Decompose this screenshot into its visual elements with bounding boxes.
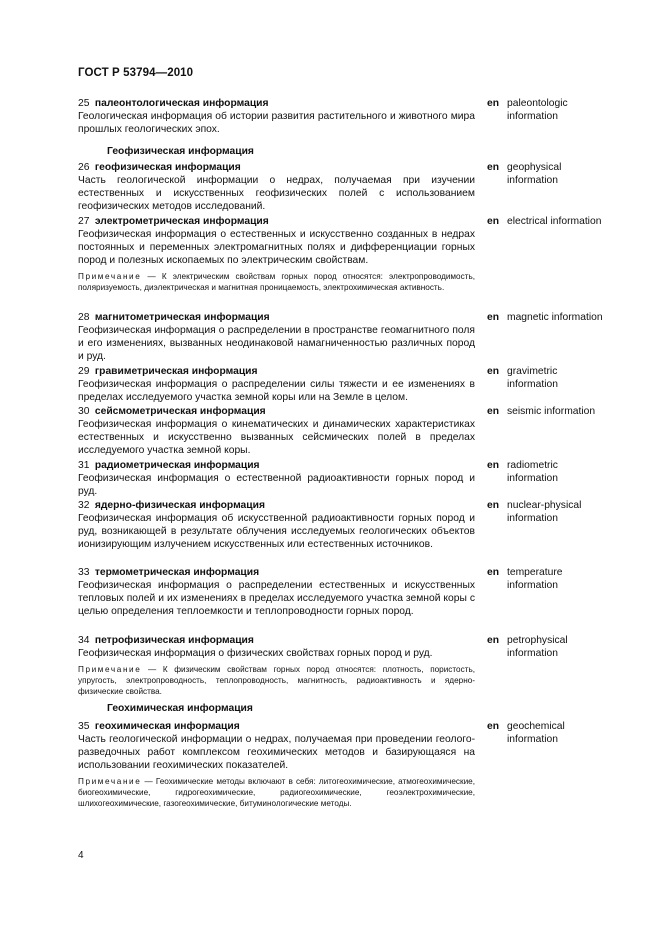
en-tag: en xyxy=(487,567,500,578)
note-text: — К электрическим свойствам горных пород относятся: электропроводимость, поляризуемость, диэлектрическая и магнитная проницаемость, электрохимическая активность. xyxy=(78,271,475,292)
entry-number: 28 xyxy=(78,312,90,323)
note-text: — К физическим свойствам горных пород относятся: плотность, пористость, упругость, электропроводность, теплопроводность, магнитность, радиоактивность и ядерно-физические свойства. xyxy=(78,664,475,697)
en-tag: en xyxy=(487,366,500,377)
en-tag: en xyxy=(487,162,500,173)
en-equivalent-25 xyxy=(487,98,617,124)
en-term-cont: information xyxy=(507,110,558,122)
page-number: 4 xyxy=(78,850,84,861)
entry-definition: Геофизическая информация о естественных и искусственно созданных в недрах постоянных и переменных электромагнитных полях и дифференциации горных пород и полезных ископаемых по электрическим свойствам. xyxy=(78,228,475,266)
section-title-geochemical: Геохимическая информация xyxy=(107,703,253,714)
en-equivalent-32 xyxy=(487,500,617,526)
en-equivalent-30 xyxy=(487,406,617,419)
entry-number: 30 xyxy=(78,406,90,417)
entry-30 xyxy=(78,406,475,458)
entry-term: сейсмометрическая информация xyxy=(94,406,266,417)
en-term: geochemical xyxy=(507,721,565,732)
en-equivalent-26 xyxy=(487,162,617,188)
document-header: ГОСТ Р 53794—2010 xyxy=(78,67,194,79)
entry-definition: Часть геологической информации о недрах, получаемая при проведении геолого-разведочных работ комплексом геохимических методов и базирующаяся на использовании геохимических показателей. xyxy=(78,733,475,771)
note-label: Примечание xyxy=(78,776,142,786)
en-term: seismic information xyxy=(507,406,596,417)
entry-term: петрофизическая информация xyxy=(94,635,254,646)
entry-term: электрометрическая информация xyxy=(94,216,269,227)
entry-number: 33 xyxy=(78,567,90,578)
entry-number: 35 xyxy=(78,721,90,732)
entry-term: ядерно-физическая информация xyxy=(94,500,265,511)
en-term-cont: information xyxy=(507,378,558,390)
en-term-cont: information xyxy=(507,579,558,591)
entry-number: 26 xyxy=(78,162,90,173)
en-tag: en xyxy=(487,721,500,732)
entry-term: магнитометрическая информация xyxy=(94,312,270,323)
entry-25 xyxy=(78,98,475,137)
entry-definition: Геофизическая информация о распределении силы тяжести и ее изменениях в пределах исследуемого участка земной коры или на Земле в целом. xyxy=(78,378,475,403)
entry-definition: Часть геологической информации о недрах, получаемая при изучении естественных и искусственных геофизических полей с использованием геофизических методов исследований. xyxy=(78,174,475,212)
note-label: Примечание xyxy=(78,664,142,674)
en-term-cont: information xyxy=(507,472,558,484)
en-term: electrical information xyxy=(507,216,602,227)
entry-number: 34 xyxy=(78,635,90,646)
entry-number: 27 xyxy=(78,216,90,227)
en-equivalent-35 xyxy=(487,721,617,747)
entry-definition: Геофизическая информация о распределении в пространстве геомагнитного поля и его изменениях, вызванных неодинаковой намагниченностью различных пород и руд. xyxy=(78,324,475,362)
entry-note xyxy=(78,271,475,294)
en-equivalent-31 xyxy=(487,460,617,486)
entry-term: геофизическая информация xyxy=(94,162,241,173)
en-tag: en xyxy=(487,635,500,646)
entry-33 xyxy=(78,567,475,619)
en-term: nuclear-physical xyxy=(507,500,582,511)
en-tag: en xyxy=(487,312,500,323)
en-term: paleontologic xyxy=(507,98,568,109)
en-tag: en xyxy=(487,216,500,227)
section-title-geophysical: Геофизическая информация xyxy=(107,146,254,157)
entry-definition: Геофизическая информация о физических свойствах горных пород и руд. xyxy=(78,647,433,659)
entry-29 xyxy=(78,366,475,405)
entry-term: термометрическая информация xyxy=(94,567,260,578)
entry-note xyxy=(78,776,475,810)
entry-35 xyxy=(78,721,475,810)
en-term-cont: information xyxy=(507,733,558,745)
en-equivalent-29 xyxy=(487,366,617,392)
en-tag: en xyxy=(487,500,500,511)
entry-32 xyxy=(78,500,475,552)
note-label: Примечание xyxy=(78,271,142,281)
entry-26 xyxy=(78,162,475,214)
entry-definition: Геофизическая информация о распределении естественных и искусственных тепловых полей и их изменениях в пределах исследуемого участка земной коры с целью определения теплоемкости и теплопроводности горных пород. xyxy=(78,579,475,617)
entry-term: радиометрическая информация xyxy=(94,460,260,471)
entry-term: гравиметрическая информация xyxy=(94,366,258,377)
entry-definition: Геологическая информация об истории развития растительного и животного мира прошлых геологических эпох. xyxy=(78,110,475,135)
entry-number: 31 xyxy=(78,460,90,471)
en-term-cont: information xyxy=(507,647,558,659)
note-text: — Геохимические методы включают в себя: литогеохимические, атмогеохимические, биогеохимические, гидрогеохимические, радиогеохимические, геоэлектрохимические, шлихогеохимические, газогеохимические, битуминологические методы. xyxy=(78,776,475,809)
entry-note xyxy=(78,664,475,698)
en-equivalent-28 xyxy=(487,312,617,325)
en-term: temperature xyxy=(507,567,563,578)
entry-number: 32 xyxy=(78,500,90,511)
en-equivalent-27 xyxy=(487,216,617,229)
en-term-cont: information xyxy=(507,512,558,524)
entry-31 xyxy=(78,460,475,499)
en-term: geophysical xyxy=(507,162,562,173)
entry-definition: Геофизическая информация об искусственной радиоактивности горных пород и руд, возникающей в результате облучения исследуемых геологических объектов ионизирующим излучением искусственных или естественных источников. xyxy=(78,512,475,550)
entry-term: палеонтологическая информация xyxy=(94,98,269,109)
en-equivalent-33 xyxy=(487,567,617,593)
entry-term: геохимическая информация xyxy=(94,721,240,732)
entry-number: 29 xyxy=(78,366,90,377)
entry-28 xyxy=(78,312,475,364)
entry-definition: Геофизическая информация о естественной радиоактивности горных пород и руд. xyxy=(78,472,475,497)
en-tag: en xyxy=(487,460,500,471)
en-equivalent-34 xyxy=(487,635,617,661)
en-term: petrophysical xyxy=(507,635,568,646)
entry-27 xyxy=(78,216,475,293)
entry-number: 25 xyxy=(78,98,90,109)
en-term-cont: information xyxy=(507,174,558,186)
en-term: radiometric xyxy=(507,460,558,471)
en-term: magnetic information xyxy=(507,312,603,323)
en-term: gravimetric xyxy=(507,366,558,377)
entry-34 xyxy=(78,635,475,698)
entry-definition: Геофизическая информация о кинематических и динамических характеристиках естественных и искусственно вызванных сейсмических полей в пределах исследуемого участка земной коры. xyxy=(78,418,475,456)
en-tag: en xyxy=(487,406,500,417)
en-tag: en xyxy=(487,98,500,109)
